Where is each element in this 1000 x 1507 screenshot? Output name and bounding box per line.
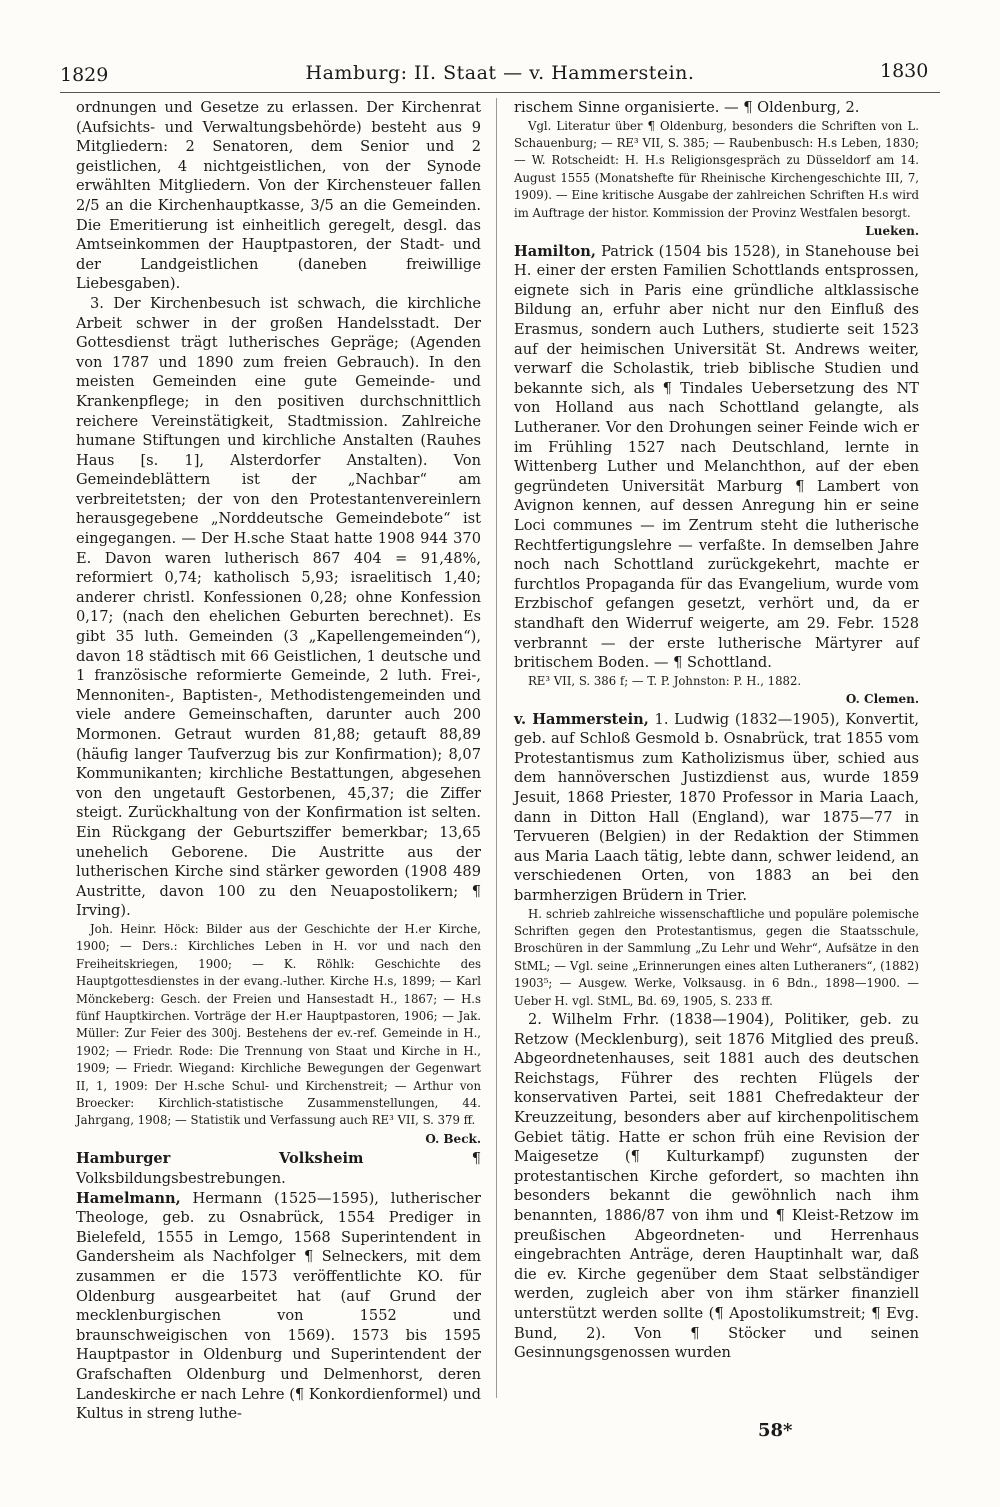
left-column [76, 98, 481, 1424]
literature-note: RE³ VII, S. 386 f; — T. P. Johnston: P. H., 1882. [528, 673, 802, 688]
entry-title: Hamelmann, [76, 1189, 181, 1207]
entry-hamburger-volksheim [76, 1149, 481, 1188]
entry-title: v. Hammerstein, [514, 710, 649, 728]
author-signature: Lueken. [865, 224, 919, 239]
signature-mark: 58* [758, 1420, 793, 1441]
literature-note: H. schrieb zahlreiche wissenschaftliche und populäre polemische Schriften gegen den Protestantismus, gegen die Staatsschule, Broschüren in der Sammlung „Zu Lehr und Wehr“, Aufsätze in den StML; — Vgl. seine „Erinnerungen eines alten Lutheraners“, (1882) 1903⁵; — Ausgew. Werke, Volksausg. in 6 Bdn., 1898—1900. — Ueber H. vgl. StML, Bd. 69, 1905, S. 233 ff. [514, 906, 919, 1008]
entry-text: Hermann (1525—1595), lutherischer Theologe, geb. zu Osnabrück, 1554 Prediger in Bielefeld, 1555 in Lemgo, 1568 Superintendent in Gandersheim als Nachfolger ¶ Selneckers, mit dem zusammen er die 1573 veröffentlichte KO. für Oldenburg ausgearbeitet hat (auf Grund der mecklenburgischen von 1552 und braunschweigischen von 1569). 1573 bis 1595 Hauptpastor in Oldenburg und Superintendent der Grafschaften Oldenburg und Delmenhorst, deren Landeskirche er nach Lehre (¶ Konkordienformel) und Kultus in streng luthe- [76, 1189, 482, 1423]
entry-text: Patrick (1504 bis 1528), in Stanehouse bei H. einer der ersten Familien Schottlands entsprossen, eignete sich in Paris eine gründliche altklassische Bildung an, erfuhr aber nicht nur den Einfluß des Erasmus, sondern auch Luthers, studierte seit 1523 auf der heimischen Universität St. Andrews weiter, verwarf die Scholastik, trieb biblische Studien und bekannte sich, als ¶ Tindales Uebersetzung des NT von Holland aus nach Schottland gelangte, als Lutheraner. Vor den Drohungen seiner Feinde wich er im Frühling 1527 nach Deutschland, lernte in Wittenberg Luther und Melanchthon, auf der eben gegründeten Universität Marburg ¶ Lambert von Avignon kennen, auf dessen Anregung hin er seine Loci communes — im Zentrum steht die lutherische Rechtfertigungslehre — verfaßte. In demselben Jahre noch nach Schottland zurückgekehrt, machte er furchtlos Propaganda für das Evangelium, wurde vom Erzbischof gefangen gesetzt, verhört und, da er standhaft den Widerruf weigerte, am 29. Febr. 1528 verbrannt — der erste lutherische Märtyrer auf britischem Boden. — ¶ Schottland. [514, 242, 919, 672]
author-signature: O. Clemen. [845, 692, 919, 707]
author-signature: O. Beck. [425, 1131, 481, 1146]
page-number-left: 1829 [60, 64, 109, 86]
entry-title: Hamburger Volksheim [76, 1150, 364, 1168]
entry-hamelmann [76, 1189, 481, 1424]
entry-text: 1. Ludwig (1832—1905), Konvertit, geb. auf Schloß Gesmold b. Osnabrück, trat 1855 vom Protestantismus zum Katholizismus über, schied aus dem hannöverschen Justizdienst aus, wurde 1859 Jesuit, 1868 Priester, 1870 Professor in Maria Laach, dann in Ditton Hall (England), war 1875—77 in Tervueren (Belgien) in der Redaktion der Stimmen aus Maria Laach tätig, lebte dann, schwer leidend, an verschiedenen Orten, von 1883 an bei den barmherzigen Brüdern in Trier. [514, 710, 920, 905]
paragraph: ordnungen und Gesetze zu erlassen. Der Kirchenrat (Aufsichts- und Verwaltungsbehörde) besteht aus 9 Mitgliedern: 2 Senatoren, dem Senior und 2 geistlichen, 4 nichtgeistlichen, von der Synode erwählten Mitgliedern. Von der Kirchensteuer fallen 2/5 an die Kirchenhauptkasse, 3/5 an die Gemeinden. Die Emeritierung ist einheitlich geregelt, desgl. das Amtseinkommen der Hauptpastoren, der Stadt- und der Landgeistlichen (daneben freiwillige Liebesgaben). [76, 99, 481, 293]
entry-hamilton [514, 242, 919, 673]
page-number-right: 1830 [880, 60, 929, 82]
entry-hammerstein [514, 710, 919, 906]
header-rule [60, 92, 940, 93]
paragraph: 2. Wilhelm Frhr. (1838—1904), Politiker, geb. zu Retzow (Mecklenburg), seit 1876 Mitglied des preuß. Abgeordnetenhauses, seit 1881 auch des deutschen Reichstags, Führer des rechten Flügels der konservativen Partei, seit 1881 Chefredakteur der Kreuzzeitung, besonders aber auf kirchenpolitischem Gebiet tätig. Hatte er schon früh eine Revision der Maigesetze (¶ Kulturkampf) zugunsten der protestantischen Kirche gefordert, so machten ihn besonders bekannt die gewöhnlich nach ihm benannten, 1886/87 von ihm und ¶ Kleist-Retzow im preußischen Abgeordneten- und Herrenhaus eingebrachten Anträge, deren Hauptinhalt war, daß die ev. Kirche gegenüber dem Staat selbständiger werden, zugleich aber von ihm stärker finanziell unterstützt werden sollte (¶ Apostolikumstreit; ¶ Evg. Bund, 2). Von ¶ Stöcker und seinen Gesinnungsgenossen wurden [514, 1011, 919, 1362]
column-divider [496, 98, 497, 1398]
paragraph: rischem Sinne organisierte. — ¶ Oldenburg, 2. [514, 99, 860, 116]
entry-title: Hamilton, [514, 242, 596, 260]
paragraph: 3. Der Kirchenbesuch ist schwach, die kirchliche Arbeit schwer in der großen Handelsstadt. Der Gottesdienst trägt lutherisches Gepräge; (Agenden von 1787 und 1890 zum freien Gebrauch). In den meisten Gemeinden eine gute Gemeinde- und Krankenpflege; in den positiven durchschnittlich reichere Vereinstätigkeit, Stadtmission. Zahlreiche humane Stiftungen und kirchliche Anstalten (Rauhes Haus [s. 1], Alsterdorfer Anstalten). Von Gemeindeblättern ist der „Nachbar“ am verbreitetsten; der von den Protestantenvereinlern herausgegebene „Norddeutsche Gemeindebote“ ist eingegangen. — Der H.sche Staat hatte 1908 944 370 E. Davon waren lutherisch 867 404 = 91,48%, reformiert 0,74; katholisch 5,93; israelitisch 1,40; anderer christl. Konfessionen 0,28; ohne Konfession 0,17; (nach den ehelichen Geburten berechnet). Es gibt 35 luth. Gemeinden (3 „Kapellengemeinden“), davon 18 städtisch mit 66 Geistlichen, 1 deutsche und 1 französische reformierte Gemeinde, 2 luth. Frei-, Mennoniten-, Baptisten-, Methodistengemeinden und viele andere Gemeinschaften, darunter auch 200 Mormonen. Getraut wurden 81,88; getauft 88,89 (häufig langer Taufverzug bis zur Konfirmation); 8,07 Kommunikanten; kirchliche Bestattungen, abgesehen von den ungetauft Gestorbenen, 45,37; die Ziffer steigt. Zurückhaltung von der Konfirmation ist selten. Ein Rückgang der Geburtsziffer bemerkbar; 13,65 unehelich Geborene. Die Austritte aus der lutherischen Kirche sind stärker geworden (1908 489 Austritte, davon 100 zu den Neuapostolikern; ¶ Irving). [76, 294, 481, 920]
entry-text: ¶ Volksbildungsbestrebungen. [76, 1150, 482, 1187]
running-title: Hamburg: II. Staat — v. Hammerstein. [305, 62, 695, 84]
literature-note: Vgl. Literatur über ¶ Oldenburg, besonders die Schriften von L. Schauenburg; — RE³ VII, S. 385; — Raubenbusch: H.s Leben, 1830; — W. Rotscheidt: H. H.s Religionsgespräch zu Düsseldorf am 14. August 1555 (Monatshefte für Rheinische Kirchengeschichte III, 7, 1909). — Eine kritische Ausgabe der zahlreichen Schriften H.s wird im Auftrage der histor. Kommission der Provinz Westfalen besorgt. [514, 118, 919, 220]
right-column [514, 98, 919, 1363]
literature-note: Joh. Heinr. Höck: Bilder aus der Geschichte der H.er Kirche, 1900; — Ders.: Kirchliches Leben in H. vor und nach den Freiheitskriegen, 1900; — K. Röhlk: Geschichte des Hauptgottesdienstes in der evang.-luther. Kirche H.s, 1899; — Karl Mönckeberg: Gesch. der Freien und Hansestadt H., 1867; — H.s fünf Hauptkirchen. Vorträge der H.er Hauptpastoren, 1906; — Jak. Müller: Zur Feier des 300j. Bestehens der ev.-ref. Gemeinde in H., 1902; — Friedr. Rode: Die Trennung von Staat und Kirche in H., 1909; — Friedr. Wiegand: Kirchliche Bewegungen der Gegenwart II, 1, 1909: Der H.sche Schul- und Kirchenstreit; — Arthur von Broecker: Kirchlich-statistische Zusammenstellungen, 44. Jahrgang, 1908; — Statistik und Verfassung auch RE³ VII, S. 379 ff. [76, 921, 481, 1128]
